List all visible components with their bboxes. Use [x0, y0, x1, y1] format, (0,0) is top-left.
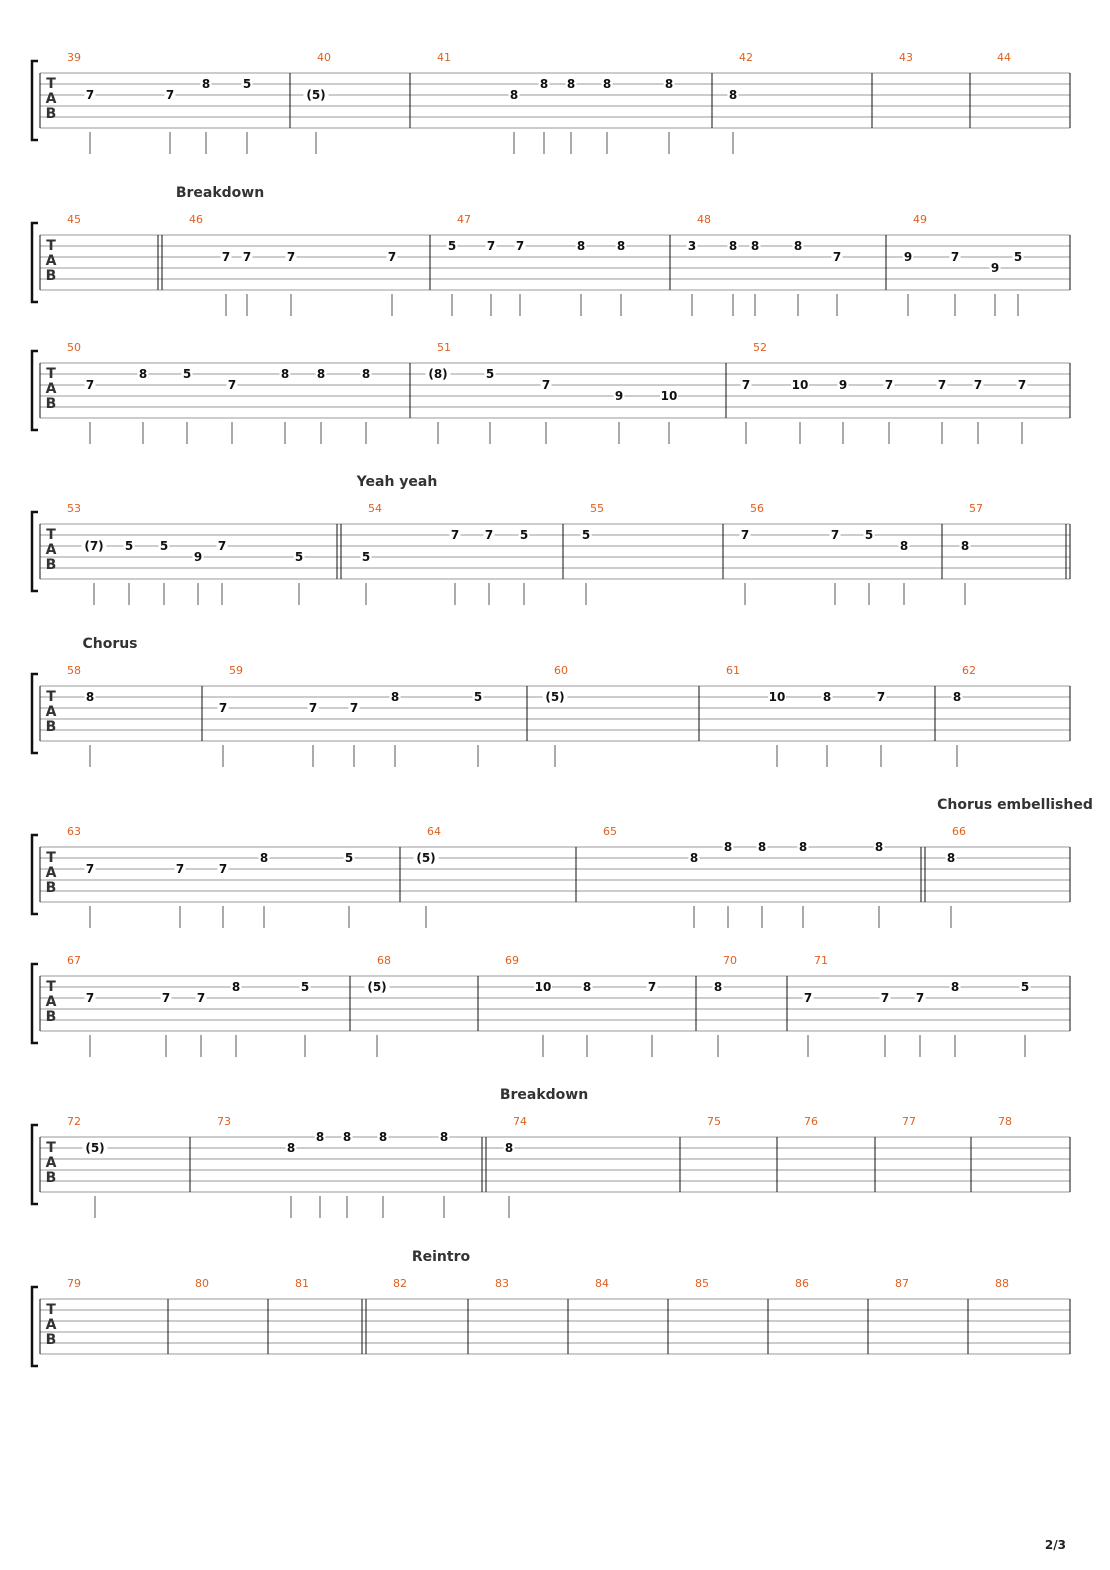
measure-number: 84 — [595, 1277, 609, 1290]
fret-number: (7) — [84, 539, 104, 553]
fret-number: (8) — [428, 367, 448, 381]
fret-number: 5 — [361, 550, 371, 564]
tab-clef-letter: A — [45, 91, 57, 107]
fret-number: 8 — [750, 239, 760, 253]
fret-number: 7 — [915, 991, 925, 1005]
fret-number: 8 — [315, 1130, 325, 1144]
fret-number: 5 — [124, 539, 134, 553]
fret-number: 5 — [1013, 250, 1023, 264]
tab-clef-letter: T — [46, 76, 56, 92]
fret-number: 8 — [378, 1130, 388, 1144]
fret-number: 8 — [138, 367, 148, 381]
fret-number: 8 — [723, 840, 733, 854]
fret-number: 5 — [519, 528, 529, 542]
fret-number: (5) — [85, 1141, 105, 1155]
fret-number: 10 — [791, 378, 809, 392]
system-bracket — [32, 1287, 38, 1366]
fret-number: 7 — [484, 528, 494, 542]
fret-number: 7 — [85, 88, 95, 102]
measure-number: 78 — [998, 1115, 1012, 1128]
fret-number: 7 — [937, 378, 947, 392]
section-label: Breakdown — [175, 185, 265, 201]
measure-number: 45 — [67, 213, 81, 226]
fret-number: 7 — [741, 378, 751, 392]
fret-number: 7 — [217, 539, 227, 553]
tab-clef-letter: T — [46, 979, 56, 995]
measure-number: 79 — [67, 1277, 81, 1290]
measure-number: 47 — [457, 213, 471, 226]
fret-number: 5 — [159, 539, 169, 553]
fret-number: 8 — [390, 690, 400, 704]
measure-number: 39 — [67, 51, 81, 64]
measure-number: 76 — [804, 1115, 818, 1128]
fret-number: 8 — [798, 840, 808, 854]
fret-number: 8 — [85, 690, 95, 704]
tab-clef-letter: A — [45, 994, 57, 1010]
measure-number: 40 — [317, 51, 331, 64]
measure-number: 53 — [67, 502, 81, 515]
staff-system — [32, 797, 1093, 928]
fret-number: 7 — [832, 250, 842, 264]
fret-number: 5 — [300, 980, 310, 994]
measure-number: 72 — [67, 1115, 81, 1128]
fret-number: 7 — [884, 378, 894, 392]
fret-number: 8 — [280, 367, 290, 381]
tab-clef-letter: B — [45, 880, 57, 896]
measure-number: 49 — [913, 213, 927, 226]
tab-clef-letter: B — [45, 557, 57, 573]
fret-number: 7 — [218, 701, 228, 715]
fret-number: 8 — [201, 77, 211, 91]
fret-number: 8 — [616, 239, 626, 253]
fret-number: 5 — [485, 367, 495, 381]
fret-number: 8 — [259, 851, 269, 865]
fret-number: 8 — [504, 1141, 514, 1155]
fret-number: 8 — [576, 239, 586, 253]
tab-clef-letter: A — [45, 1155, 57, 1171]
fret-number: 10 — [768, 690, 786, 704]
measure-number: 60 — [554, 664, 568, 677]
measure-number: 85 — [695, 1277, 709, 1290]
measure-number: 83 — [495, 1277, 509, 1290]
fret-number: 5 — [242, 77, 252, 91]
measure-number: 44 — [997, 51, 1011, 64]
fret-number: 7 — [830, 528, 840, 542]
section-label: Chorus embellished — [937, 797, 1093, 813]
fret-number: 7 — [221, 250, 231, 264]
fret-number: 8 — [539, 77, 549, 91]
fret-number: 8 — [874, 840, 884, 854]
fret-number: 7 — [740, 528, 750, 542]
measure-number: 88 — [995, 1277, 1009, 1290]
fret-number: 5 — [473, 690, 483, 704]
fret-number: 8 — [231, 980, 241, 994]
fret-number: 9 — [614, 389, 624, 403]
measure-number: 80 — [195, 1277, 209, 1290]
measure-number: 46 — [189, 213, 203, 226]
tab-clef-letter: B — [45, 268, 57, 284]
system-bracket — [32, 674, 38, 753]
measure-number: 86 — [795, 1277, 809, 1290]
fret-number: 8 — [286, 1141, 296, 1155]
tab-clef-letter: B — [45, 1332, 57, 1348]
fret-number: 7 — [161, 991, 171, 1005]
fret-number: 8 — [602, 77, 612, 91]
staff-system — [32, 636, 1070, 767]
measure-number: 43 — [899, 51, 913, 64]
fret-number: (5) — [367, 980, 387, 994]
fret-number: 7 — [876, 690, 886, 704]
tab-clef-letter: B — [45, 1009, 57, 1025]
fret-number: 7 — [196, 991, 206, 1005]
fret-number: 8 — [316, 367, 326, 381]
fret-number: 5 — [447, 239, 457, 253]
fret-number: 5 — [864, 528, 874, 542]
fret-number: 7 — [803, 991, 813, 1005]
fret-number: 8 — [952, 690, 962, 704]
fret-number: 5 — [294, 550, 304, 564]
fret-number: (5) — [306, 88, 326, 102]
fret-number: 7 — [486, 239, 496, 253]
staff-system — [32, 51, 1070, 154]
fret-number: 9 — [838, 378, 848, 392]
fret-number: 7 — [647, 980, 657, 994]
fret-number: 5 — [182, 367, 192, 381]
fret-number: (5) — [545, 690, 565, 704]
tab-clef-letter: B — [45, 1170, 57, 1186]
tab-clef-letter: T — [46, 1302, 56, 1318]
fret-number: 5 — [581, 528, 591, 542]
fret-number: 7 — [227, 378, 237, 392]
measure-number: 55 — [590, 502, 604, 515]
section-label: Chorus — [82, 636, 138, 652]
tab-clef-letter: T — [46, 366, 56, 382]
measure-number: 52 — [753, 341, 767, 354]
section-label: Yeah yeah — [356, 474, 438, 490]
fret-number: 5 — [344, 851, 354, 865]
measure-number: 87 — [895, 1277, 909, 1290]
tab-clef-letter: T — [46, 1140, 56, 1156]
fret-number: 9 — [990, 261, 1000, 275]
measure-number: 61 — [726, 664, 740, 677]
measure-number: 67 — [67, 954, 81, 967]
measure-number: 82 — [393, 1277, 407, 1290]
fret-number: 8 — [899, 539, 909, 553]
staff-system — [32, 954, 1070, 1057]
fret-number: 9 — [903, 250, 913, 264]
fret-number: 7 — [880, 991, 890, 1005]
measure-number: 62 — [962, 664, 976, 677]
fret-number: 7 — [450, 528, 460, 542]
measure-number: 48 — [697, 213, 711, 226]
fret-number: 8 — [757, 840, 767, 854]
fret-number: 8 — [713, 980, 723, 994]
fret-number: 5 — [1020, 980, 1030, 994]
tab-clef-letter: T — [46, 850, 56, 866]
fret-number: 7 — [85, 378, 95, 392]
fret-number: 8 — [728, 88, 738, 102]
fret-number: 8 — [439, 1130, 449, 1144]
system-bracket — [32, 1125, 38, 1204]
fret-number: 7 — [1017, 378, 1027, 392]
fret-number: 3 — [687, 239, 697, 253]
fret-number: 8 — [728, 239, 738, 253]
page-number: 2/3 — [1044, 1538, 1066, 1552]
fret-number: 7 — [175, 862, 185, 876]
fret-number: 8 — [566, 77, 576, 91]
tab-clef-letter: A — [45, 542, 57, 558]
tab-clef-letter: A — [45, 865, 57, 881]
fret-number: 7 — [308, 701, 318, 715]
fret-number: 8 — [509, 88, 519, 102]
measure-number: 65 — [603, 825, 617, 838]
fret-number: 8 — [342, 1130, 352, 1144]
measure-number: 41 — [437, 51, 451, 64]
system-bracket — [32, 512, 38, 591]
staff-system — [32, 474, 1070, 605]
fret-number: 8 — [950, 980, 960, 994]
measure-number: 64 — [427, 825, 441, 838]
tab-clef-letter: A — [45, 381, 57, 397]
system-bracket — [32, 351, 38, 430]
fret-number: 7 — [973, 378, 983, 392]
tab-clef-letter: A — [45, 704, 57, 720]
system-bracket — [32, 61, 38, 140]
measure-number: 68 — [377, 954, 391, 967]
fret-number: 7 — [515, 239, 525, 253]
measure-number: 66 — [952, 825, 966, 838]
system-bracket — [32, 964, 38, 1043]
fret-number: 8 — [664, 77, 674, 91]
fret-number: 8 — [946, 851, 956, 865]
fret-number: 8 — [822, 690, 832, 704]
fret-number: 7 — [349, 701, 359, 715]
fret-number: 9 — [193, 550, 203, 564]
tab-clef-letter: A — [45, 1317, 57, 1333]
measure-number: 51 — [437, 341, 451, 354]
tab-clef-letter: B — [45, 396, 57, 412]
fret-number: 7 — [242, 250, 252, 264]
measure-number: 42 — [739, 51, 753, 64]
fret-number: 7 — [85, 862, 95, 876]
fret-number: 7 — [387, 250, 397, 264]
fret-number: 8 — [582, 980, 592, 994]
measure-number: 75 — [707, 1115, 721, 1128]
tab-clef-letter: B — [45, 106, 57, 122]
measure-number: 71 — [814, 954, 828, 967]
measure-number: 63 — [67, 825, 81, 838]
fret-number: 7 — [218, 862, 228, 876]
section-label: Reintro — [411, 1249, 471, 1265]
measure-number: 81 — [295, 1277, 309, 1290]
fret-number: 7 — [165, 88, 175, 102]
fret-number: (5) — [416, 851, 436, 865]
measure-number: 69 — [505, 954, 519, 967]
measure-number: 59 — [229, 664, 243, 677]
measure-number: 70 — [723, 954, 737, 967]
tab-clef-letter: T — [46, 689, 56, 705]
staff-system — [32, 185, 1070, 316]
tab-clef-letter: A — [45, 253, 57, 269]
measure-number: 73 — [217, 1115, 231, 1128]
system-bracket — [32, 223, 38, 302]
fret-number: 8 — [960, 539, 970, 553]
fret-number: 10 — [660, 389, 678, 403]
system-bracket — [32, 835, 38, 914]
measure-number: 57 — [969, 502, 983, 515]
staff-system — [32, 1249, 1070, 1366]
measure-number: 50 — [67, 341, 81, 354]
fret-number: 7 — [286, 250, 296, 264]
measure-number: 74 — [513, 1115, 527, 1128]
fret-number: 8 — [793, 239, 803, 253]
measure-number: 58 — [67, 664, 81, 677]
fret-number: 7 — [85, 991, 95, 1005]
section-label: Breakdown — [499, 1087, 589, 1103]
measure-number: 77 — [902, 1115, 916, 1128]
tab-clef-letter: T — [46, 238, 56, 254]
fret-number: 7 — [541, 378, 551, 392]
staff-system — [32, 1087, 1070, 1218]
fret-number: 7 — [950, 250, 960, 264]
tab-clef-letter: B — [45, 719, 57, 735]
fret-number: 8 — [689, 851, 699, 865]
staff-system — [32, 341, 1070, 444]
measure-number: 56 — [750, 502, 764, 515]
measure-number: 54 — [368, 502, 382, 515]
tab-clef-letter: T — [46, 527, 56, 543]
fret-number: 10 — [534, 980, 552, 994]
fret-number: 8 — [361, 367, 371, 381]
